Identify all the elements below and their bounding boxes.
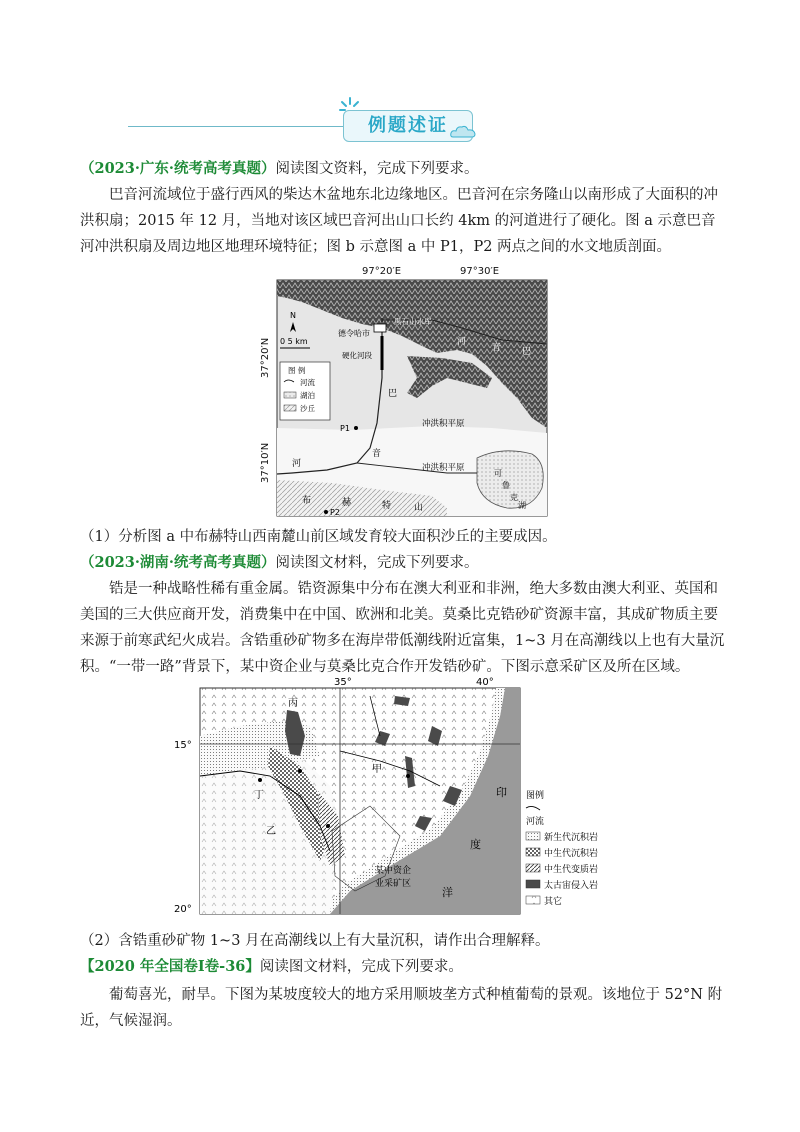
- q2-header: [80, 550, 725, 576]
- label-jia: 甲: [372, 764, 382, 775]
- legend-archean: 太古宙侵入岩: [544, 881, 599, 891]
- legend-mesozoic-sed: 中生代沉积岩: [544, 849, 599, 859]
- point-yi: [326, 824, 330, 828]
- p2-label: P2: [330, 508, 340, 517]
- legend-mesozoic-met: 中生代变质岩: [544, 865, 599, 875]
- lake-char-2: 鲁: [502, 481, 510, 490]
- river-char-1: 巴: [388, 389, 398, 399]
- legend-title: 图 例: [288, 366, 306, 375]
- map-a-svg: [232, 258, 562, 520]
- lake-char-4: 湖: [518, 501, 526, 510]
- q3-source: 【2020 年全国卷Ⅰ卷-36】: [80, 958, 260, 975]
- lon-35-label: 35°: [334, 677, 352, 688]
- p2-marker: [324, 510, 328, 514]
- ocean-char-3: 洋: [442, 886, 453, 899]
- mountain-char-3: 特: [382, 501, 392, 511]
- lat-15-label: 15°: [174, 740, 192, 751]
- legend-item-dune: 沙丘: [300, 404, 315, 413]
- q1-paragraph: 巴音河流域位于盛行西风的柴达木盆地东北边缘地区。巴音河在宗务隆山以南形成了大面积的冲洪积扇；2015 年 12 月，当地对该区域巴音河出山口长约 4km 的河道进行了硬化。图 a 示意巴音河冲洪积扇及周边地区地理环境特征；图 b 示意图 a 中 P1，P2 两点之间的水文地质剖面。: [80, 187, 718, 255]
- legend-item-river: 河流: [300, 378, 315, 387]
- mountain-char-1: 布: [302, 496, 312, 506]
- banner-label: 例题述证: [343, 110, 473, 142]
- mine-label-1: 某中资企: [375, 866, 412, 876]
- point-ding: [258, 778, 262, 782]
- label-yi: 乙: [266, 826, 276, 837]
- city-marker: [374, 324, 386, 332]
- map-b: [170, 676, 620, 916]
- label-bing: 丙: [288, 698, 298, 709]
- lake-char-3: 克: [510, 493, 518, 502]
- q2-source: （2023·湖南·统考高考真题）: [80, 554, 276, 571]
- legend-river: 河流: [526, 817, 545, 827]
- map-b-legend-title: 图例: [526, 791, 545, 801]
- mountain-char-2: 赫: [342, 498, 352, 508]
- river-right-char-1: 河: [457, 337, 467, 347]
- legend-swatch-other: [526, 896, 540, 904]
- q2-question: （2）含锆重砂矿物 1~3 月在高潮线以上有大量沉积，请作出合理解释。: [80, 933, 550, 949]
- river-right-char-2: 音: [492, 343, 502, 353]
- legend-cenozoic: 新生代沉积岩: [544, 833, 599, 843]
- cloud-icon: [450, 124, 476, 138]
- river-char-3: 河: [292, 459, 302, 469]
- legend-swatch-archean: [526, 880, 540, 888]
- section-banner: [128, 96, 478, 144]
- legend-swatch-cenozoic: [526, 832, 540, 840]
- point-jia: [406, 774, 410, 778]
- q2-paragraph: 锆是一种战略性稀有重金属。锆资源集中分布在澳大利亚和非洲，绝大多数由澳大利亚、英国和美国的三大供应商开发，消费集中在中国、欧洲和北美。莫桑比克锆砂矿资源丰富，其成矿物质主要来源于前寒武纪火成岩。含锆重砂矿物多在海岸带低潮线附近富集，1~3 月在高潮线以上也有大量沉积。“一带一路”背景下，某中资企业与莫桑比克合作开发锆砂矿。下图示意采矿区及所在区域。: [80, 581, 725, 675]
- plain-label-upper: 冲洪积平原: [422, 419, 465, 429]
- p1-marker: [354, 426, 358, 430]
- city-label: 德令哈市: [338, 329, 370, 338]
- q3-header: [80, 954, 725, 980]
- lon-label-2: 97°30′E: [460, 266, 500, 277]
- mine-label-2: 业采矿区: [375, 879, 412, 889]
- river-right-char-3: 巴: [522, 347, 532, 357]
- legend-river-icon: [526, 806, 540, 810]
- q1-header: [80, 156, 725, 182]
- q1-source: （2023·广东·统考高考真题）: [80, 160, 276, 177]
- q1-instruction: 阅读图文资料，完成下列要求。: [275, 161, 479, 177]
- q2-instruction: 阅读图文材料，完成下列要求。: [275, 555, 479, 571]
- mountain-char-4: 山: [414, 503, 424, 513]
- river-char-2: 音: [372, 449, 382, 459]
- north-label: N: [290, 311, 296, 320]
- legend-lake-swatch: [284, 392, 296, 398]
- q3-paragraph: 葡萄喜光，耐旱。下图为某坡度较大的地方采用顺坡垄方式种植葡萄的景观。该地位于 52°N 附近，气候湿润。: [80, 987, 723, 1029]
- plain-label-lower: 冲洪积平原: [422, 463, 465, 473]
- lat-label-1: 37°20′N: [260, 337, 271, 378]
- legend-swatch-mesozoic-met: [526, 864, 540, 872]
- lat-20-label: 20°: [174, 904, 192, 915]
- ocean-char-2: 度: [470, 838, 481, 851]
- legend-dune-swatch: [284, 405, 296, 411]
- q1-question: （1）分析图 a 中布赫特山西南麓山前区域发育较大面积沙丘的主要成因。: [80, 529, 557, 545]
- lon-40-label: 40°: [476, 677, 494, 688]
- point-bing: [298, 769, 302, 773]
- lake-char-1: 可: [494, 469, 502, 478]
- p1-label: P1: [340, 424, 350, 433]
- legend-item-lake: 湖泊: [300, 391, 315, 400]
- map-b-svg: [170, 676, 620, 916]
- q3-instruction: 阅读图文材料，完成下列要求。: [259, 959, 463, 975]
- lon-label-1: 97°20′E: [362, 266, 402, 277]
- hardened-label: 硬化河段: [342, 351, 372, 360]
- label-ding: 丁: [254, 790, 264, 801]
- map-a: [232, 258, 562, 520]
- scale-label: 0 5 km: [280, 337, 308, 346]
- lat-label-2: 37°10′N: [260, 442, 271, 483]
- reservoir-label: 黑石山水库: [394, 317, 432, 326]
- legend-swatch-mesozoic-sed: [526, 848, 540, 856]
- banner-line: [128, 126, 348, 127]
- legend-other: 其它: [544, 897, 563, 907]
- ocean-char-1: 印: [496, 786, 507, 799]
